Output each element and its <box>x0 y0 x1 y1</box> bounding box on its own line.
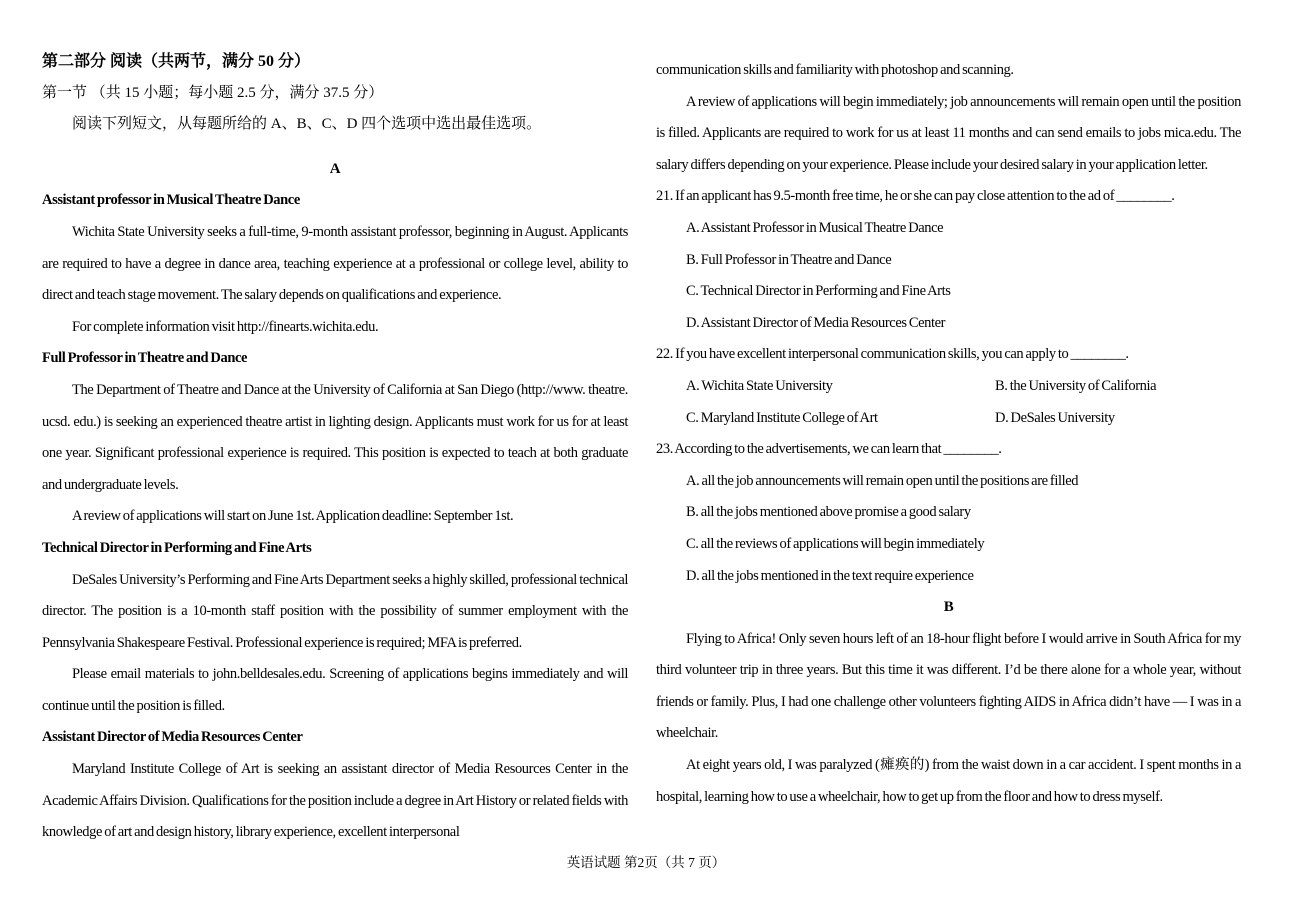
part-title: 第二部分 阅读（共两节，满分 50 分） <box>42 53 311 70</box>
question-23-option-b: B. all the jobs mentioned above promise a good salary <box>686 504 971 521</box>
right-column <box>656 55 1241 813</box>
left-column <box>42 46 628 849</box>
question-21-option-c: C. Technical Director in Performing and Fine Arts <box>686 283 951 300</box>
passage-a-label: A <box>329 160 341 177</box>
ad-4-paragraph-1: Maryland Institute College of Art is seeking an assistant director of Media Resources Center in the Academic Affairs Division. Qualifications for the position include a degree in Art History or related fields with knowledge of art and design history, library experience, excellent interpersonal <box>42 761 628 841</box>
question-23-option-a: A. all the job announcements will remain open until the positions are filled <box>686 472 1079 489</box>
question-22-option-c: C. Maryland Institute College of Art <box>686 409 878 426</box>
ad-4-paragraph-1-continued: communication skills and familiarity with photoshop and scanning. <box>656 62 1014 78</box>
passage-b-label: B <box>943 599 954 616</box>
question-22-option-b: B. the University of California <box>995 377 1157 394</box>
question-21-option-d: D. Assistant Director of Media Resources Center <box>686 314 946 331</box>
ad-title-1: Assistant professor in Musical Theatre Dance <box>42 192 300 209</box>
ad-2-paragraph-2: A review of applications will start on June 1st. Application deadline: September 1st. <box>72 508 514 525</box>
question-22-options-row-2 <box>656 403 1241 435</box>
ad-1-paragraph-1: Wichita State University seeks a full-time, 9-month assistant professor, beginning in August. Applicants are required to have a degree in dance area, teaching experience at a professional or college level, ability to direct and teach stage movement. The salary depends on qualifications and experience. <box>42 223 628 304</box>
page-footer: 英语试题 第2页（共 7 页） <box>566 855 726 870</box>
ad-title-3: Technical Director in Performing and Fine Arts <box>42 539 312 556</box>
section-title: 第一节 （共 15 小题；每小题 2.5 分，满分 37.5 分） <box>42 84 384 101</box>
question-21-option-b: B. Full Professor in Theatre and Dance <box>686 251 892 268</box>
question-21-option-a: A. Assistant Professor in Musical Theatre Dance <box>686 219 944 236</box>
question-22-option-d: D. DeSales University <box>995 409 1115 426</box>
ad-title-2: Full Professor in Theatre and Dance <box>42 350 248 367</box>
question-22-options-row-1 <box>656 371 1241 403</box>
ad-4-paragraph-2: A review of applications will begin immediately; job announcements will remain open until the position is filled. Applicants are required to work for us at least 11 months and can send emails to jobs mica.edu. The salary differs depending on your experience. Please include your desired salary in your application letter. <box>656 93 1241 173</box>
question-22-option-a: A. Wichita State University <box>686 377 833 394</box>
question-23-option-c: C. all the reviews of applications will begin immediately <box>686 535 985 552</box>
passage-b-paragraph-1: Flying to Africa! Only seven hours left of an 18-hour flight before I would arrive in South Africa for my third volunteer trip in three years. But this time it was different. I’d be there alone for a whole year, without friends or family. Plus, I had one challenge other volunteers fighting AIDS in Africa didn’t have — I was in a wheelchair. <box>656 630 1241 742</box>
ad-3-paragraph-2: Please email materials to john.belldesales.edu. Screening of applications begins immediately and will continue until the position is filled. <box>42 666 628 714</box>
ad-2-paragraph-1: The Department of Theatre and Dance at the University of California at San Diego (http://www. theatre. ucsd. edu.) is seeking an experienced theatre artist in lighting design. Applicants must work for us for at least one year. Significant professional experience is required. This position is expected to teach at both graduate and undergraduate levels. <box>42 381 628 493</box>
question-23-option-d: D. all the jobs mentioned in the text require experience <box>686 567 974 584</box>
ad-1-paragraph-2: For complete information visit http://finearts.wichita.edu. <box>72 318 379 335</box>
ad-title-4: Assistant Director of Media Resources Center <box>42 729 303 746</box>
passage-b-paragraph-2: At eight years old, I was paralyzed (瘫痪的) from the waist down in a car accident. I spent months in a hospital, learning how to use a wheelchair, how to get up from the floor and how to dress myself. <box>656 757 1241 805</box>
instructions: 阅读下列短文，从每题所给的 A、B、C、D 四个选项中选出最佳选项。 <box>72 116 542 133</box>
question-23-stem: 23. According to the advertisements, we can learn that ________. <box>656 441 1002 458</box>
question-22-stem: 22. If you have excellent interpersonal communication skills, you can apply to ________. <box>656 346 1129 363</box>
ad-3-paragraph-1: DeSales University’s Performing and Fine Arts Department seeks a highly skilled, professional technical director. The position is a 10-month staff position with the possibility of summer employment with the Pennsylvania Shakespeare Festival. Professional experience is required; MFA is preferred. <box>42 571 628 651</box>
question-21-stem: 21. If an applicant has 9.5-month free time, he or she can pay close attention to the ad of ________. <box>656 188 1175 205</box>
